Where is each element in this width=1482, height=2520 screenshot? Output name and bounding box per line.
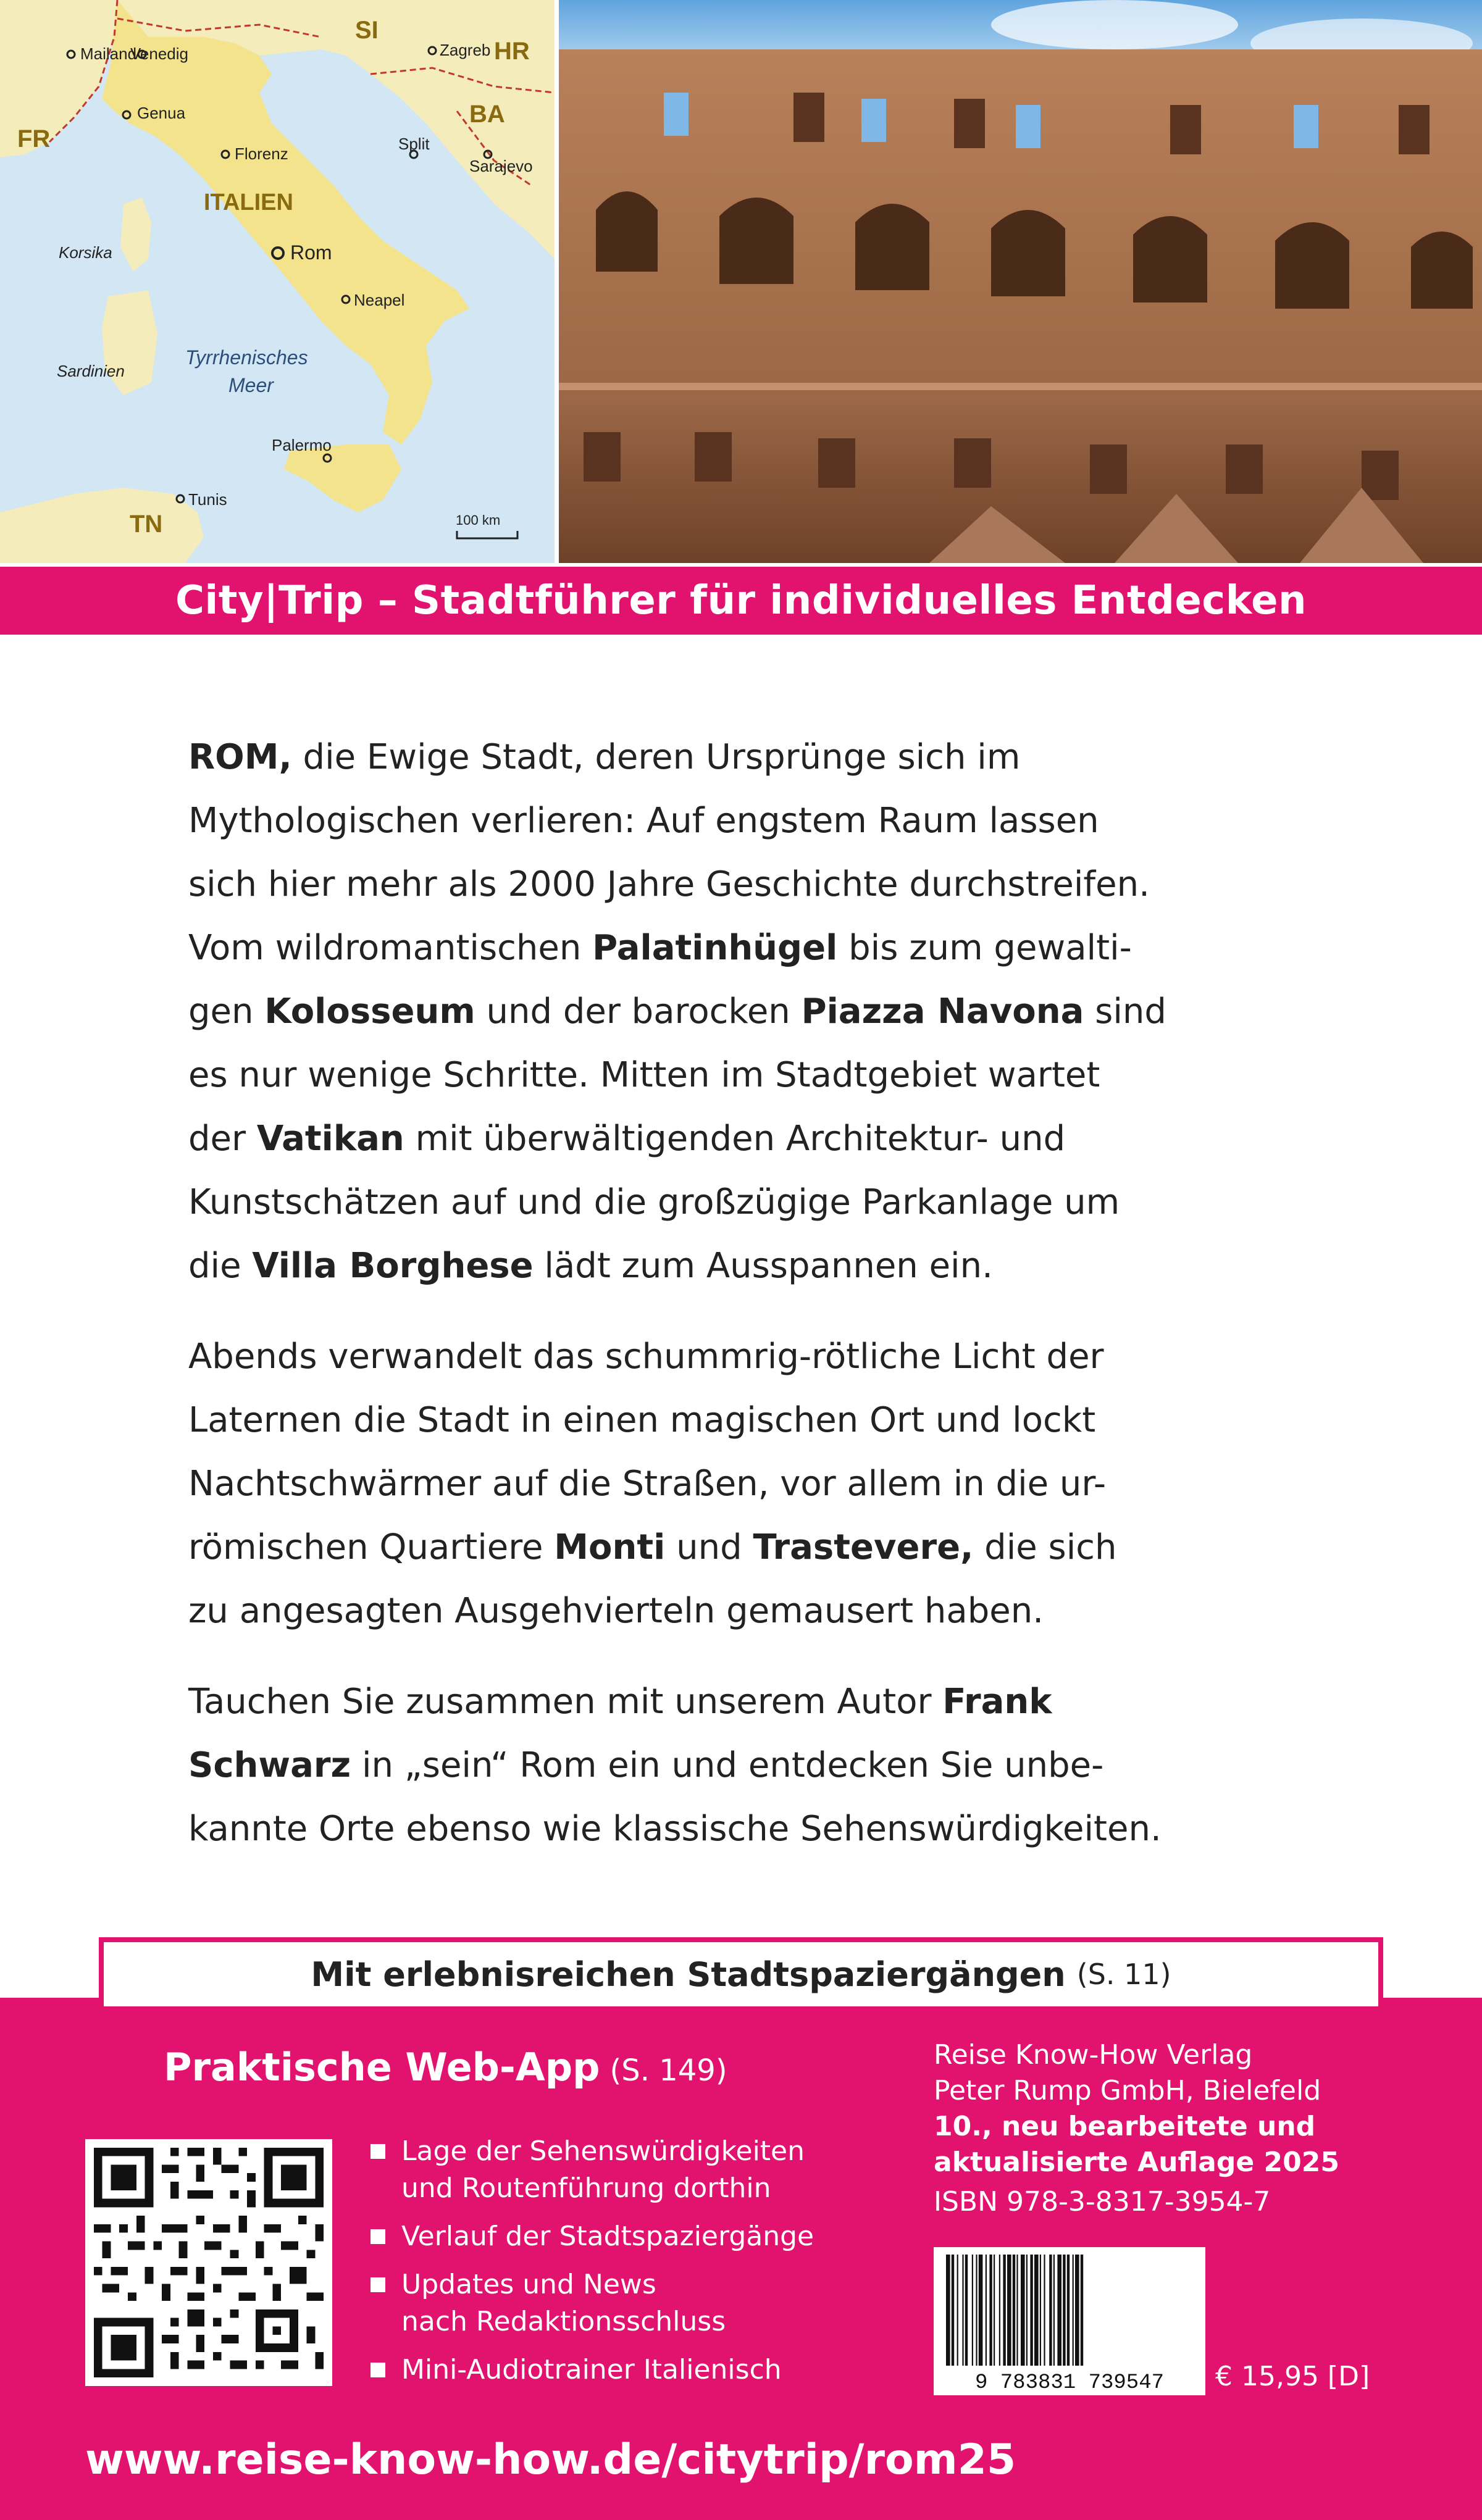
webapp-url[interactable]: www.reise-know-how.de/citytrip/rom25 xyxy=(85,2435,1016,2484)
map-label-korsika: Korsika xyxy=(59,243,112,262)
map-label-meer: Meer xyxy=(228,374,274,396)
paragraph-intro xyxy=(188,725,1300,1298)
feature-item xyxy=(371,2218,840,2255)
map-label-florenz: Florenz xyxy=(235,144,288,163)
publisher-company: Peter Rump GmbH, Bielefeld xyxy=(934,2075,1321,2106)
qr-code[interactable] xyxy=(85,2139,332,2386)
barcode-bar xyxy=(1026,2255,1028,2366)
map-label-tn: TN xyxy=(130,511,163,538)
text-span: die sich xyxy=(973,1527,1117,1567)
map-label-fr: FR xyxy=(17,125,51,152)
barcode-bar xyxy=(972,2255,973,2366)
map-label-italien: ITALIEN xyxy=(204,190,293,215)
barcode-bar xyxy=(1053,2255,1055,2366)
text-span: Tauchen Sie zusammen mit unserem Autor xyxy=(188,1682,943,1722)
map-label-split: Split xyxy=(398,135,430,153)
text-span: und der barocken xyxy=(475,991,802,1032)
publisher-name: Reise Know-How Verlag xyxy=(934,2039,1253,2071)
barcode-bar xyxy=(994,2255,995,2366)
text-span: sind xyxy=(1084,991,1166,1032)
barcode-bar xyxy=(1063,2255,1065,2366)
city-walks-page: (S. 11) xyxy=(1076,1958,1171,1991)
map-label-sardinien: Sardinien xyxy=(57,362,125,380)
feature-line: Updates und News xyxy=(401,2269,656,2300)
bullet-square-icon xyxy=(371,2144,385,2159)
barcode-bar xyxy=(989,2255,992,2366)
feature-line: nach Redaktionsschluss xyxy=(401,2306,726,2337)
highlight-author-last: Schwarz xyxy=(188,1745,351,1785)
city-walks-label: Mit erlebnisreichen Stadtspaziergängen xyxy=(311,1955,1066,1994)
text-span: in „sein“ Rom ein und entdecken Sie unbe- xyxy=(351,1745,1104,1785)
feature-line: Mini-Audiotrainer Italienisch xyxy=(401,2354,782,2385)
text-line: sich hier mehr als 2000 Jahre Geschichte durchstreifen. xyxy=(188,864,1150,904)
barcode-bar xyxy=(1016,2255,1018,2366)
feature-item xyxy=(371,2266,840,2340)
colosseum-photo xyxy=(559,0,1482,563)
series-title: City|Trip – Stadtführer für individuelles Entdecken xyxy=(175,578,1307,624)
highlight-trastevere: Trastevere, xyxy=(753,1527,974,1567)
text-span: Vom wildromantischen xyxy=(188,928,593,968)
text-line: es nur wenige Schritte. Mitten im Stadtgebiet wartet xyxy=(188,1055,1100,1095)
map-label-si: SI xyxy=(355,17,379,44)
barcode-bar xyxy=(1075,2255,1079,2366)
map-label-zagreb: Zagreb xyxy=(440,41,491,59)
bullet-square-icon xyxy=(371,2363,385,2377)
map-label-rom: Rom xyxy=(290,241,332,264)
edition-line: aktualisierte Auflage 2025 xyxy=(934,2147,1339,2178)
text-span: und xyxy=(665,1527,753,1567)
text-span: mit überwältigenden Architektur- und xyxy=(404,1119,1066,1159)
map-label-ba: BA xyxy=(469,101,505,128)
webapp-title xyxy=(164,2045,727,2090)
isbn-barcode xyxy=(934,2247,1205,2395)
map-label-genua: Genua xyxy=(137,104,186,122)
text-line: Kunstschätzen auf und die großzügige Parkanlage um xyxy=(188,1182,1120,1222)
barcode-bar xyxy=(979,2255,983,2366)
barcode-bar xyxy=(1049,2255,1052,2366)
barcode-bar xyxy=(957,2255,958,2366)
edition-line: 10., neu bearbeitete und xyxy=(934,2111,1316,2142)
webapp-page: (S. 149) xyxy=(609,2053,727,2088)
webapp-feature-list xyxy=(371,2133,840,2400)
bullet-square-icon xyxy=(371,2277,385,2292)
description-text xyxy=(188,725,1300,1888)
map-label-tunis: Tunis xyxy=(188,490,227,509)
feature-line: Lage der Sehenswürdigkeiten xyxy=(401,2135,805,2167)
barcode-bar xyxy=(1021,2255,1025,2366)
isbn: ISBN 978-3-8317-3954-7 xyxy=(934,2186,1271,2218)
barcode-bar xyxy=(1067,2255,1070,2366)
highlight-monti: Monti xyxy=(554,1527,666,1567)
text-span: gen xyxy=(188,991,265,1032)
barcode-bar xyxy=(1007,2255,1011,2366)
barcode-bar xyxy=(976,2255,977,2366)
map-label-hr: HR xyxy=(494,38,530,65)
map-label-venedig: Venedig xyxy=(130,44,188,63)
feature-item xyxy=(371,2351,840,2389)
text-line: kannte Orte ebenso wie klassische Sehenswürdigkeiten. xyxy=(188,1809,1162,1849)
text-line: Mythologischen verlieren: Auf engstem Raum lassen xyxy=(188,801,1099,841)
highlight-piazza-navona: Piazza Navona xyxy=(801,991,1084,1032)
highlight-rom: ROM, xyxy=(188,737,292,777)
barcode-bar xyxy=(965,2255,968,2366)
text-span: römischen Quartiere xyxy=(188,1527,555,1567)
map-label-mailand: Mailand xyxy=(80,44,137,63)
text-span: bis zum gewalti- xyxy=(837,928,1132,968)
webapp-title-text: Praktische Web-App xyxy=(164,2045,600,2090)
map-label-palermo: Palermo xyxy=(272,436,332,454)
barcode-bar xyxy=(1030,2255,1032,2366)
barcode-bar xyxy=(962,2255,963,2366)
paragraph-author xyxy=(188,1670,1300,1861)
barcode-bar xyxy=(999,2255,1000,2366)
barcode-bar xyxy=(1013,2255,1015,2366)
barcode-digits: 9 783831 739547 xyxy=(974,2371,1165,2395)
highlight-kolosseum: Kolosseum xyxy=(264,991,475,1032)
price: € 15,95 [D] xyxy=(1215,2361,1370,2392)
map-label-sarajevo: Sarajevo xyxy=(469,157,533,175)
highlight-vatikan: Vatikan xyxy=(256,1119,404,1159)
barcode-bar xyxy=(986,2255,987,2366)
map-scale-label: 100 km xyxy=(456,512,501,528)
publisher-info xyxy=(934,2037,1415,2220)
feature-line: Verlauf der Stadtspaziergänge xyxy=(401,2221,814,2252)
barcode-bar xyxy=(1081,2255,1083,2366)
text-line: zu angesagten Ausgehvierteln gemausert haben. xyxy=(188,1591,1044,1631)
text-line: Nachtschwärmer auf die Straßen, vor allem in die ur- xyxy=(188,1464,1107,1504)
highlight-palatinhuegel: Palatinhügel xyxy=(592,928,838,968)
map-label-tyrrhenisches: Tyrrhenisches xyxy=(185,346,308,369)
barcode-bar xyxy=(1073,2255,1074,2366)
text-span: der xyxy=(188,1119,257,1159)
highlight-author-first: Frank xyxy=(942,1682,1052,1722)
feature-line: und Routenführung dorthin xyxy=(401,2172,771,2204)
barcode-bar xyxy=(1057,2255,1061,2366)
text-line: Abends verwandelt das schummrig-rötliche Licht der xyxy=(188,1337,1104,1377)
map-label-neapel: Neapel xyxy=(354,291,405,309)
feature-item xyxy=(371,2133,840,2207)
bullet-square-icon xyxy=(371,2229,385,2244)
barcode-bar xyxy=(1003,2255,1005,2366)
barcode-bar xyxy=(946,2255,950,2366)
text-line: Laternen die Stadt in einen magischen Ort und lockt xyxy=(188,1400,1096,1440)
barcode-bar xyxy=(1040,2255,1041,2366)
barcode-bar xyxy=(1034,2255,1039,2366)
paragraph-evening xyxy=(188,1325,1300,1643)
highlight-villa-borghese: Villa Borghese xyxy=(252,1246,534,1286)
barcode-bar xyxy=(952,2255,954,2366)
text-span: lädt zum Ausspannen ein. xyxy=(533,1246,993,1286)
text-span: die Ewige Stadt, deren Ursprünge sich im xyxy=(291,737,1021,777)
barcode-bar xyxy=(1044,2255,1045,2366)
series-title-band xyxy=(0,567,1482,635)
city-walks-box xyxy=(99,1937,1383,2011)
italy-map xyxy=(0,0,555,563)
text-span: die xyxy=(188,1246,253,1286)
